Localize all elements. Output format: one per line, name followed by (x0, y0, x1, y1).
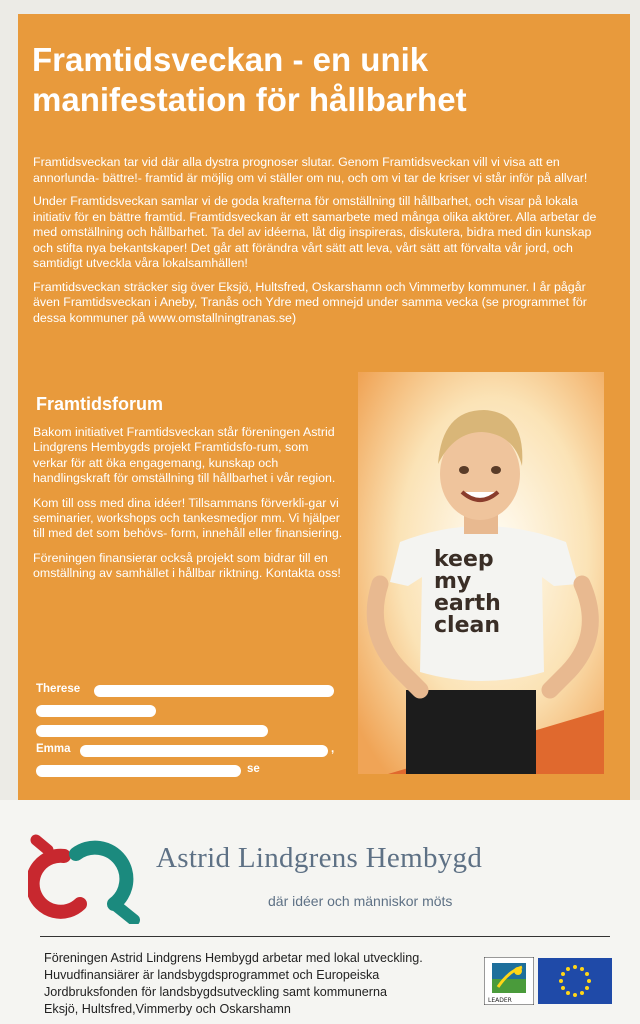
contact-row (36, 743, 346, 763)
footer-line: Jordbruksfonden för landsbygdsutveckling samt kommunerna (44, 985, 388, 999)
org-logo-icon (28, 832, 144, 929)
shirt-text: earth (434, 591, 501, 616)
leader-logo-icon (484, 957, 534, 1010)
footer-line: Föreningen Astrid Lindgrens Hembygd arbetar med lokal utveckling. (44, 951, 423, 965)
shirt-text: my (434, 569, 472, 594)
footer-text (44, 950, 474, 1018)
org-tagline: där idéer och människor möts (268, 893, 453, 909)
redaction-mark (80, 745, 328, 757)
forum-section (33, 394, 343, 591)
leader-label: LEADER (488, 997, 512, 1004)
divider (40, 936, 610, 937)
boy-photo (358, 372, 604, 774)
contact-name: Therese (36, 683, 81, 695)
contact-row (36, 683, 346, 703)
forum-paragraph: Föreningen finansierar också projekt som bidrar till en omställning av samhället i hållbar riktning. Kontakta oss! (33, 550, 341, 581)
forum-paragraph: Bakom initiativet Framtidsveckan står föreningen Astrid Lindgrens Hembygds projekt Framtidsfo-rum, som verkar för att öka engagemang, kunskap och handlingskraft för omställning till hållbarhet i vår region. (33, 425, 336, 486)
forum-heading: Framtidsforum (36, 394, 164, 414)
contact-row (36, 723, 346, 743)
org-name: Astrid Lindgrens Hembygd (156, 842, 483, 874)
intro-paragraph: Framtidsveckan sträcker sig över Eksjö, Hultsfred, Oskarshamn och Vimmerby kommuner. I år pågår även Framtidsveckan i Aneby, Tranås och Ydre med omnejd under samma vecka (se programmet för dessa kommuner på www.omstallningtranas.se) (33, 279, 587, 325)
forum-paragraph: Kom till oss med dina idéer! Tillsammans förverkli-gar vi seminarier, workshops och tankesmedjor mm. Vi hjälper till med det som behövs- form, innehåll eller finansiering. (33, 495, 343, 541)
title-line-2: manifestation för hållbarhet (32, 81, 467, 118)
shirt-text: keep (434, 547, 494, 572)
title-line-1: Framtidsveckan - en unik (32, 41, 429, 78)
poster-title (32, 40, 622, 120)
redaction-mark (94, 685, 334, 697)
contact-row (36, 703, 346, 723)
shirt-text: clean (434, 613, 501, 638)
contact-list (36, 683, 346, 783)
eu-flag-icon (538, 958, 612, 1009)
contact-row (36, 763, 346, 783)
contact-email-end: se (247, 763, 260, 775)
redaction-mark (36, 705, 156, 717)
redaction-mark (36, 725, 268, 737)
footer-line: Eksjö, Hultsfred,Vimmerby och Oskarshamn (44, 1002, 291, 1016)
contact-trailing: , (331, 743, 335, 755)
redaction-mark (36, 765, 241, 777)
contact-name: Emma (36, 743, 71, 755)
footer-line: Huvudfinansiärer är landsbygdsprogrammet och Europeiska (44, 968, 380, 982)
intro-paragraph: Framtidsveckan tar vid där alla dystra prognoser slutar. Genom Framtidsveckan vill vi visa att en annorlunda- bättre!- framtid är möjlig om vi ställer om nu, och om vi tar de kriser vi står inför på allvar! (33, 155, 588, 185)
intro-text (33, 155, 611, 334)
intro-paragraph: Under Framtidsveckan samlar vi de goda krafterna för omställning till hållbarhet, och visar på lokala initiativ för en bättre framtid. Framtidsveckan är ett samarbete med många olika aktörer. Alla arbetar de med omställning och hållbarhet. Ta del av idéerna, låt dig inspireras, diskutera, bidra med din kunskap och stifta nya bekantskaper! Det går att förändra vårt sätt att leva, vårt sätt att förvalta vår jord, och samtidigt utveckla våra lokalsamhällen! (33, 194, 597, 270)
